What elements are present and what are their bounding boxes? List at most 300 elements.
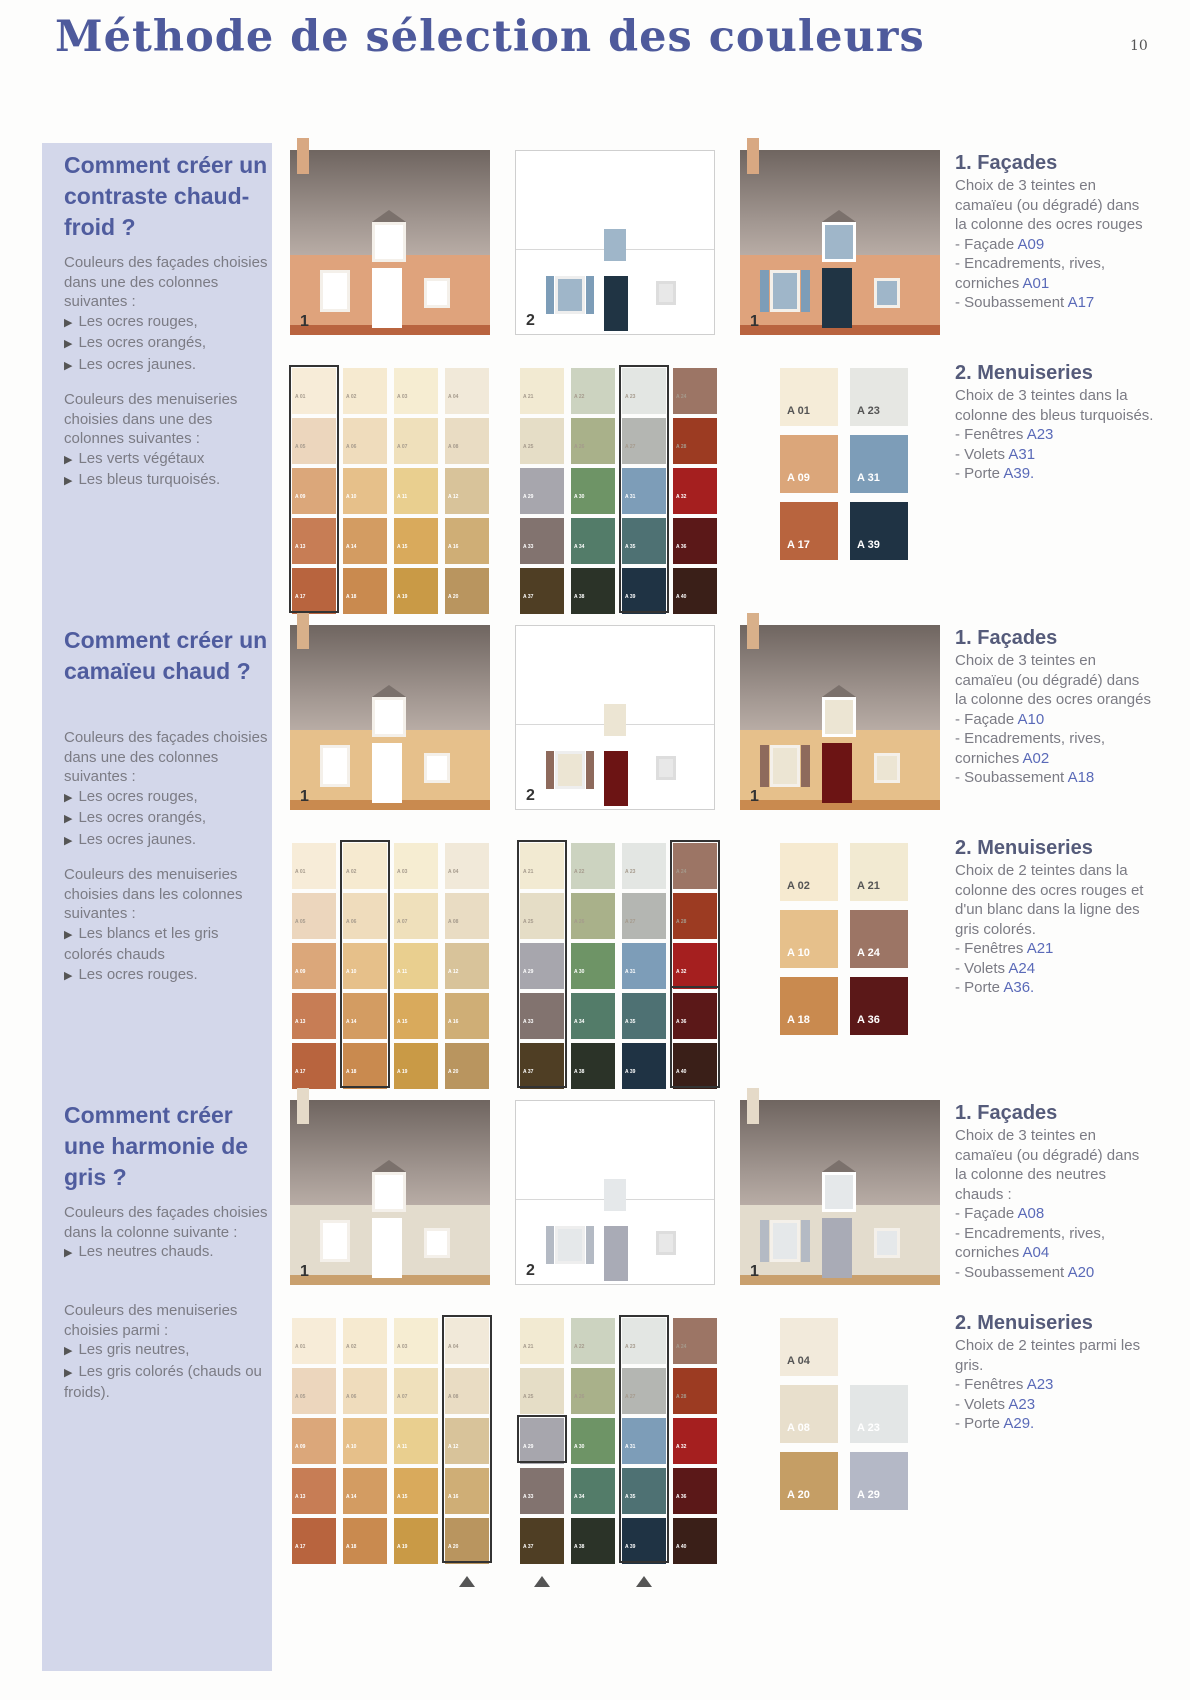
shutter-left <box>546 276 554 314</box>
joinery-spec <box>955 360 1155 484</box>
color-swatch[interactable] <box>445 993 489 1039</box>
color-swatch[interactable] <box>673 468 717 514</box>
swatch-code: A 31 <box>625 494 636 500</box>
color-swatch[interactable] <box>394 568 438 614</box>
selected-range-frame <box>670 840 720 988</box>
joinery-column-label: Les ocres rouges. <box>78 965 198 983</box>
facade-column-item <box>64 1242 269 1264</box>
facades-item-label: - Encadrements, rives, corniches <box>955 255 1106 292</box>
color-swatch[interactable] <box>343 1518 387 1564</box>
door <box>372 1218 402 1278</box>
color-swatch[interactable] <box>394 1418 438 1464</box>
dormer-window <box>822 222 856 262</box>
dormer-window <box>372 697 406 737</box>
dormer-window <box>822 1172 856 1212</box>
shutter-right <box>801 270 810 312</box>
color-swatch[interactable] <box>292 1518 336 1564</box>
color-swatch[interactable] <box>520 1318 564 1364</box>
door <box>822 743 852 803</box>
window-left <box>770 1220 800 1262</box>
page-title: Méthode de sélection des couleurs <box>55 12 925 62</box>
swatch-code: A 13 <box>295 1494 306 1500</box>
bullet-triangle-icon: ▶ <box>64 1345 73 1357</box>
swatch-code: A 37 <box>523 594 534 600</box>
dormer-roof <box>822 210 856 222</box>
joinery-heading-text: Menuiseries <box>977 837 1093 859</box>
chosen-swatch[interactable] <box>850 368 908 426</box>
bullet-triangle-icon: ▶ <box>64 791 73 804</box>
color-swatch[interactable] <box>571 518 615 564</box>
swatch-code: A 16 <box>448 1019 459 1025</box>
chosen-swatch[interactable] <box>850 1385 908 1443</box>
swatch-code: A 08 <box>448 919 459 925</box>
joinery-spec <box>955 835 1155 998</box>
chosen-swatch[interactable] <box>780 435 838 493</box>
swatch-code: A 27 <box>625 919 636 925</box>
joinery-colors-intro <box>64 390 269 492</box>
facades-item-code: A10 <box>1017 710 1045 728</box>
swatch-code: A 26 <box>574 444 585 450</box>
color-swatch[interactable] <box>343 418 387 464</box>
chosen-swatch[interactable] <box>850 435 908 493</box>
joinery-column-label: Les blancs et les gris colorés chauds <box>64 924 219 963</box>
swatch-code: A 30 <box>574 1444 585 1450</box>
swatch-code: A 01 <box>295 394 306 400</box>
dormer-roof <box>372 685 406 697</box>
swatch-code: A 28 <box>676 1394 687 1400</box>
swatch-code: A 32 <box>676 494 687 500</box>
color-swatch[interactable] <box>673 568 717 614</box>
color-swatch[interactable] <box>571 568 615 614</box>
window-right <box>424 753 450 783</box>
joinery-item-code: A21 <box>1026 940 1054 957</box>
color-swatch[interactable] <box>292 843 336 889</box>
swatch-code: A 21 <box>523 869 534 875</box>
color-swatch[interactable] <box>673 1418 717 1464</box>
chosen-swatch[interactable] <box>780 502 838 560</box>
facades-item-label: - Encadrements, rives, corniches <box>955 730 1106 767</box>
swatch-code: A 27 <box>625 444 636 450</box>
joinery-column-item <box>64 924 269 965</box>
swatch-code: A 35 <box>625 544 636 550</box>
color-swatch[interactable] <box>292 1418 336 1464</box>
color-swatch[interactable] <box>622 943 666 989</box>
color-swatch[interactable] <box>571 893 615 939</box>
joinery-column-item <box>64 449 269 471</box>
swatch-code: A 25 <box>523 444 534 450</box>
shutter-left <box>760 1220 769 1262</box>
facades-spec <box>955 1100 1155 1282</box>
swatch-code: A 36 <box>676 1494 687 1500</box>
color-swatch[interactable] <box>520 418 564 464</box>
facades-spec <box>955 150 1155 313</box>
color-swatch[interactable] <box>520 568 564 614</box>
color-swatch[interactable] <box>673 1368 717 1414</box>
color-swatch[interactable] <box>520 1368 564 1414</box>
swatch-code: A 27 <box>625 1394 636 1400</box>
window-left <box>770 270 800 312</box>
chosen-swatch[interactable] <box>780 368 838 426</box>
bullet-triangle-icon: ▶ <box>64 359 73 372</box>
color-swatch[interactable] <box>394 893 438 939</box>
facades-item <box>955 710 1155 730</box>
house-number-label: 1 <box>300 788 309 805</box>
color-swatch[interactable] <box>622 843 666 889</box>
color-swatch[interactable] <box>520 1518 564 1564</box>
joinery-item-code: A24 <box>1008 959 1036 977</box>
joinery-heading <box>955 360 1155 386</box>
color-swatch[interactable] <box>520 518 564 564</box>
swatch-code: A 33 <box>523 1494 534 1500</box>
swatch-code: A 34 <box>574 1019 585 1025</box>
facade-column-label: Les ocres orangés, <box>78 809 207 826</box>
joinery-intro-text: Couleurs des menuiseries choisies dans les colonnes suivantes : <box>64 866 243 922</box>
joinery-heading-number: 2. <box>955 837 972 859</box>
swatch-code: A 09 <box>295 1444 306 1450</box>
swatch-code: A 14 <box>346 1019 357 1025</box>
color-swatch[interactable] <box>292 1043 336 1089</box>
swatch-code: A 14 <box>346 544 357 550</box>
color-swatch[interactable] <box>394 368 438 414</box>
selection-arrow <box>636 1576 652 1587</box>
window-left <box>555 1226 585 1264</box>
chosen-swatch[interactable] <box>780 910 838 968</box>
facades-description: Choix de 3 teintes en camaïeu (ou dégradé) dans la colonne des neutres chauds : <box>955 1127 1140 1203</box>
color-swatch[interactable] <box>571 993 615 1039</box>
color-swatch[interactable] <box>622 993 666 1039</box>
bullet-triangle-icon: ▶ <box>64 969 73 982</box>
swatch-code: A 29 <box>523 1444 534 1450</box>
chimney <box>297 138 309 174</box>
facade-column-label: Les ocres jaunes. <box>78 830 197 848</box>
chosen-swatch[interactable] <box>850 1452 908 1510</box>
color-swatch[interactable] <box>343 568 387 614</box>
swatch-code: A 08 <box>448 1394 459 1400</box>
dormer-roof <box>822 1160 856 1172</box>
color-swatch[interactable] <box>673 1468 717 1514</box>
swatch-code: A 37 <box>523 1544 534 1550</box>
facades-item-code: A04 <box>1022 1244 1050 1261</box>
color-swatch[interactable] <box>292 1318 336 1364</box>
color-swatch[interactable] <box>394 468 438 514</box>
color-swatch[interactable] <box>520 368 564 414</box>
swatch-code: A 12 <box>448 969 459 975</box>
swatch-code: A 25 <box>523 919 534 925</box>
window-right <box>656 281 676 305</box>
joinery-item-label: - Porte <box>955 1415 1004 1432</box>
color-swatch[interactable] <box>571 1418 615 1464</box>
joinery-item-code: A31 <box>1008 445 1036 463</box>
window-right <box>874 278 900 308</box>
chosen-swatch[interactable] <box>780 1452 838 1510</box>
color-swatch[interactable] <box>394 1518 438 1564</box>
joinery-column-item <box>64 1362 269 1403</box>
joinery-item-label: - Volets <box>955 959 1009 977</box>
chosen-code: A 01 <box>787 405 810 417</box>
door <box>822 1218 852 1278</box>
joinery-sketch <box>515 1100 715 1285</box>
swatch-code: A 18 <box>346 594 357 600</box>
facades-item-label: - Façade <box>955 235 1018 253</box>
chosen-code: A 08 <box>787 1422 810 1434</box>
facades-heading-text: Façades <box>977 152 1058 174</box>
color-swatch[interactable] <box>571 843 615 889</box>
swatch-code: A 21 <box>523 394 534 400</box>
dormer-window <box>372 1172 406 1212</box>
color-swatch[interactable] <box>292 1468 336 1514</box>
joinery-spec <box>955 1310 1155 1434</box>
facade-column-item <box>64 333 269 355</box>
swatch-code: A 40 <box>676 1069 687 1075</box>
facades-item <box>955 235 1155 255</box>
bullet-triangle-icon: ▶ <box>64 1247 73 1259</box>
swatch-code: A 17 <box>295 1069 306 1075</box>
facade-colors-intro <box>64 728 269 851</box>
chosen-swatch[interactable] <box>850 977 908 1035</box>
facades-item-code: A18 <box>1067 769 1095 786</box>
window-right <box>656 756 676 780</box>
house-number-label: 2 <box>526 312 535 329</box>
swatch-code: A 07 <box>397 1394 408 1400</box>
joinery-item-code: A23 <box>1008 1395 1036 1413</box>
swatch-code: A 22 <box>574 394 585 400</box>
facades-item-label: - Façade <box>955 1205 1018 1222</box>
color-swatch[interactable] <box>571 1518 615 1564</box>
joinery-item-code: A29. <box>1003 1415 1035 1432</box>
selected-column-frame <box>289 365 339 613</box>
facade-colors-intro <box>64 1203 269 1264</box>
color-swatch[interactable] <box>394 843 438 889</box>
color-swatch[interactable] <box>673 1518 717 1564</box>
color-swatch[interactable] <box>292 943 336 989</box>
facade-column-label: Les ocres rouges, <box>78 312 198 330</box>
color-swatch[interactable] <box>571 1043 615 1089</box>
color-swatch[interactable] <box>394 1368 438 1414</box>
joinery-heading-text: Menuiseries <box>977 362 1093 384</box>
swatch-code: A 14 <box>346 1494 357 1500</box>
house-facade-illustration <box>740 625 940 810</box>
facades-item-code: A01 <box>1022 274 1050 292</box>
swatch-code: A 11 <box>397 969 408 975</box>
swatch-code: A 02 <box>346 394 357 400</box>
dormer-window <box>604 1179 626 1211</box>
swatch-code: A 11 <box>397 494 408 500</box>
chosen-swatch[interactable] <box>850 910 908 968</box>
color-swatch[interactable] <box>571 1318 615 1364</box>
joinery-item-label: - Porte <box>955 979 1004 996</box>
joinery-heading-number: 2. <box>955 1312 972 1334</box>
color-swatch[interactable] <box>445 943 489 989</box>
joinery-description: Choix de 2 teintes parmi les gris. <box>955 1337 1141 1374</box>
swatch-code: A 12 <box>448 494 459 500</box>
joinery-sketch <box>515 625 715 810</box>
bullet-triangle-icon: ▶ <box>64 1366 73 1379</box>
swatch-code: A 06 <box>346 919 357 925</box>
swatch-code: A 18 <box>346 1069 357 1075</box>
color-swatch[interactable] <box>571 418 615 464</box>
swatch-code: A 09 <box>295 969 306 975</box>
chosen-code: A 10 <box>787 947 810 959</box>
dormer-window <box>822 697 856 737</box>
swatch-code: A 06 <box>346 1394 357 1400</box>
swatch-code: A 31 <box>625 1444 636 1450</box>
facades-heading-text: Façades <box>977 627 1058 649</box>
swatch-code: A 20 <box>448 594 459 600</box>
color-swatch[interactable] <box>445 893 489 939</box>
door <box>604 751 628 806</box>
page-number: 10 <box>1130 38 1148 54</box>
color-swatch[interactable] <box>673 368 717 414</box>
chimney <box>747 1088 759 1124</box>
joinery-item <box>955 1395 1155 1415</box>
color-swatch[interactable] <box>622 893 666 939</box>
swatch-code: A 07 <box>397 919 408 925</box>
color-swatch[interactable] <box>673 518 717 564</box>
window-right <box>424 278 450 308</box>
swatch-code: A 30 <box>574 494 585 500</box>
color-swatch[interactable] <box>445 1043 489 1089</box>
color-swatch[interactable] <box>445 843 489 889</box>
color-swatch[interactable] <box>394 1468 438 1514</box>
swatch-code: A 38 <box>574 1544 585 1550</box>
color-swatch[interactable] <box>292 993 336 1039</box>
swatch-code: A 15 <box>397 544 408 550</box>
chosen-code: A 39 <box>857 539 880 551</box>
swatch-code: A 10 <box>346 969 357 975</box>
swatch-code: A 22 <box>574 1344 585 1350</box>
color-swatch[interactable] <box>394 1318 438 1364</box>
color-swatch[interactable] <box>394 1043 438 1089</box>
chimney <box>297 1088 309 1124</box>
color-swatch[interactable] <box>343 1418 387 1464</box>
facades-heading <box>955 1100 1155 1126</box>
joinery-intro-text: Couleurs des menuiseries choisies parmi : <box>64 1302 238 1339</box>
house-number-label: 1 <box>300 313 309 330</box>
swatch-code: A 25 <box>523 1394 534 1400</box>
color-swatch[interactable] <box>445 418 489 464</box>
color-swatch[interactable] <box>445 468 489 514</box>
chimney <box>297 613 309 649</box>
swatch-code: A 24 <box>676 1344 687 1350</box>
bullet-triangle-icon: ▶ <box>64 813 73 825</box>
joinery-item-label: - Porte <box>955 465 1004 482</box>
joinery-item-label: - Volets <box>955 445 1009 463</box>
swatch-code: A 04 <box>448 394 459 400</box>
chosen-swatch[interactable] <box>780 1318 838 1376</box>
color-swatch[interactable] <box>571 1368 615 1414</box>
color-swatch[interactable] <box>571 1468 615 1514</box>
color-swatch[interactable] <box>394 518 438 564</box>
shutter-right <box>586 751 594 789</box>
chosen-swatch[interactable] <box>780 977 838 1035</box>
color-swatch[interactable] <box>394 993 438 1039</box>
color-swatch[interactable] <box>343 468 387 514</box>
chosen-code: A 09 <box>787 472 810 484</box>
chosen-swatch[interactable] <box>780 843 838 901</box>
swatch-code: A 35 <box>625 1494 636 1500</box>
bullet-triangle-icon: ▶ <box>64 928 73 941</box>
swatch-code: A 10 <box>346 494 357 500</box>
color-swatch[interactable] <box>343 518 387 564</box>
chosen-swatch[interactable] <box>850 502 908 560</box>
color-swatch[interactable] <box>343 1468 387 1514</box>
shutter-right <box>801 1220 810 1262</box>
swatch-code: A 13 <box>295 544 306 550</box>
joinery-sketch <box>515 150 715 335</box>
swatch-code: A 05 <box>295 919 306 925</box>
chosen-code: A 21 <box>857 880 880 892</box>
color-swatch[interactable] <box>520 1468 564 1514</box>
color-swatch[interactable] <box>343 1318 387 1364</box>
color-swatch[interactable] <box>445 518 489 564</box>
swatch-code: A 26 <box>574 1394 585 1400</box>
color-swatch[interactable] <box>394 943 438 989</box>
swatch-code: A 32 <box>676 969 687 975</box>
joinery-description: Choix de 3 teintes dans la colonne des bleus turquoisés. <box>955 387 1154 424</box>
chimney <box>747 613 759 649</box>
door <box>822 268 852 328</box>
swatch-code: A 35 <box>625 1019 636 1025</box>
color-swatch[interactable] <box>673 1318 717 1364</box>
facades-description: Choix de 3 teintes en camaïeu (ou dégradé) dans la colonne des ocres orangés <box>955 652 1151 708</box>
house-facade-illustration <box>290 625 490 810</box>
joinery-item-code: A39. <box>1003 465 1035 482</box>
color-swatch[interactable] <box>343 1368 387 1414</box>
facades-item-code: A09 <box>1017 235 1045 253</box>
window-right <box>874 1228 900 1258</box>
color-swatch[interactable] <box>445 368 489 414</box>
swatch-code: A 19 <box>397 1069 408 1075</box>
swatch-code: A 26 <box>574 919 585 925</box>
swatch-code: A 17 <box>295 594 306 600</box>
selected-column-frame <box>619 365 669 613</box>
swatch-code: A 33 <box>523 544 534 550</box>
chosen-swatch[interactable] <box>780 1385 838 1443</box>
swatch-code: A 40 <box>676 1544 687 1550</box>
chosen-swatch[interactable] <box>850 843 908 901</box>
swatch-code: A 16 <box>448 544 459 550</box>
bullet-triangle-icon: ▶ <box>64 834 73 847</box>
swatch-code: A 06 <box>346 444 357 450</box>
dormer-roof <box>822 685 856 697</box>
color-swatch[interactable] <box>292 893 336 939</box>
facade-intro-text: Couleurs des façades choisies dans la colonne suivante : <box>64 1204 268 1241</box>
joinery-column-label: Les gris neutres, <box>78 1341 190 1358</box>
facades-item-label: - Soubassement <box>955 294 1068 311</box>
swatch-code: A 34 <box>574 1494 585 1500</box>
swatch-code: A 20 <box>448 1544 459 1550</box>
color-swatch[interactable] <box>622 1043 666 1089</box>
swatch-code: A 05 <box>295 444 306 450</box>
chosen-code: A 31 <box>857 472 880 484</box>
color-swatch[interactable] <box>571 943 615 989</box>
section-title: Comment créer une harmonie de gris ? <box>64 1102 249 1190</box>
joinery-item <box>955 978 1155 998</box>
color-swatch[interactable] <box>445 568 489 614</box>
facade-column-item <box>64 808 269 830</box>
color-swatch[interactable] <box>520 468 564 514</box>
color-swatch[interactable] <box>673 418 717 464</box>
color-swatch[interactable] <box>571 368 615 414</box>
color-swatch[interactable] <box>343 368 387 414</box>
color-swatch[interactable] <box>394 418 438 464</box>
color-swatch[interactable] <box>571 468 615 514</box>
facades-item <box>955 1263 1155 1283</box>
color-swatch[interactable] <box>292 1368 336 1414</box>
joinery-item-label: - Volets <box>955 1395 1009 1413</box>
swatch-code: A 04 <box>448 869 459 875</box>
joinery-column-label: Les verts végétaux <box>78 449 205 467</box>
